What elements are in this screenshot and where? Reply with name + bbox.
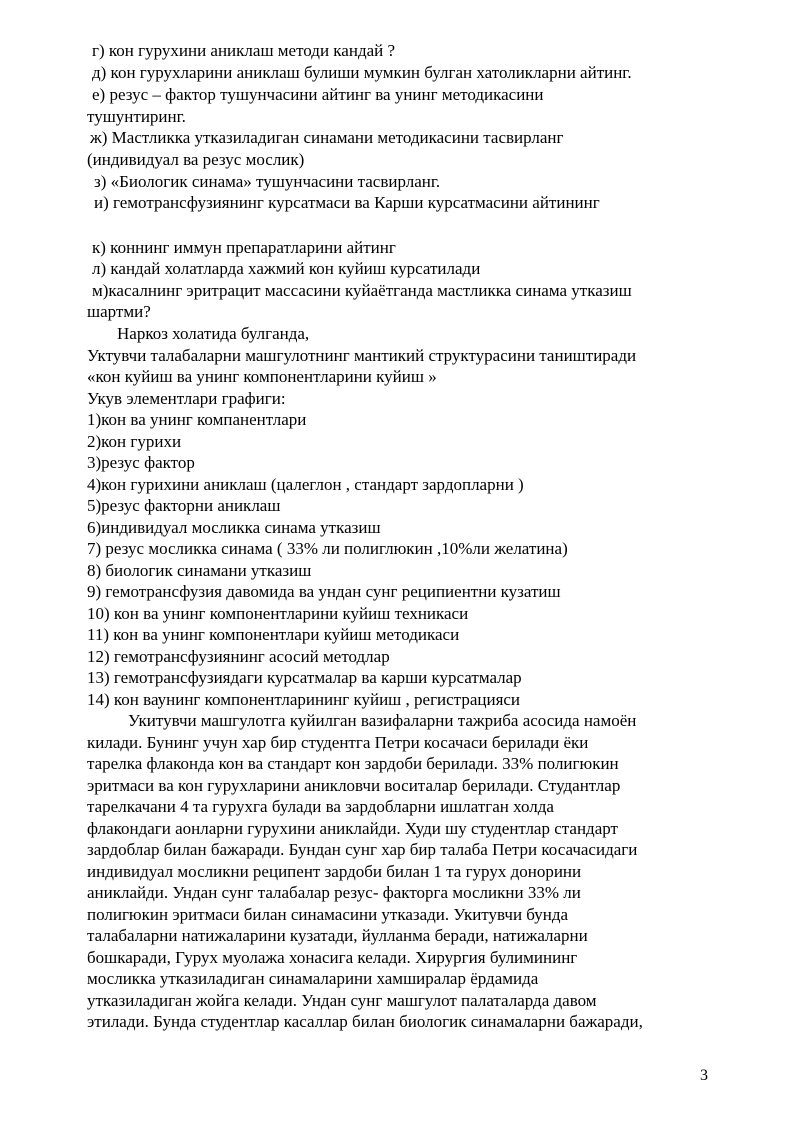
paragraph-line: полигюкин эритмаси билан синамасини утказади. Укитувчи бунда	[87, 905, 569, 924]
list-item: 3)резус фактор	[87, 453, 195, 472]
paragraph-line: талабаларни натижаларини кузатади, йулланма беради, натижаларни	[87, 926, 588, 945]
lesson-topic: «кон куйиш ва унинг компонентларини куйиш »	[87, 367, 437, 386]
list-item: 13) гемотрансфузиядаги курсатмалар ва карши курсатмалар	[87, 668, 522, 687]
question-m: м)касалнинг эритрацит массасини куйаётганда мастликка синама утказиш	[92, 281, 632, 300]
paragraph-line: мосликка утказиладиган синамаларини хамширалар ёрдамида	[87, 969, 539, 988]
intro-line: Уктувчи талабаларни машгулотнинг мантикий структурасини таништиради	[87, 346, 637, 365]
page-number: 3	[700, 1067, 708, 1084]
paragraph-line: индивидуал мосликни реципент зардоби билан 1 та гурух донорини	[87, 862, 582, 881]
elements-heading: Укув элементлари графиги:	[87, 389, 286, 408]
paragraph-line: килади. Бунинг учун хар бир студентга Петри косачаси берилади ёки	[87, 733, 589, 752]
paragraph-line: утказиладиган жойга келади. Ундан сунг машгулот палаталарда давом	[87, 991, 597, 1010]
question-e: е) резус – фактор тушунчасини айтинг ва унинг методикасини	[92, 85, 544, 104]
question-zh: ж) Мастликка утказиладиган синамани методикасини тасвирланг	[90, 128, 564, 147]
question-m-continued: шартми?	[87, 302, 151, 321]
list-item: 5)резус факторни аниклаш	[87, 496, 281, 515]
list-item: 7) резус мосликка синама ( 33% ли полиглюкин ,10%ли желатина)	[87, 539, 568, 558]
list-item: 10) кон ва унинг компонентларини куйиш техникаси	[87, 604, 469, 623]
question-z: з) «Биологик синама» тушунчасини тасвирланг.	[94, 172, 441, 191]
list-item: 6)индивидуал мосликка синама утказиш	[87, 518, 381, 537]
intro-line: Наркоз холатида булганда,	[117, 324, 310, 343]
list-item: 4)кон гурихини аниклаш (цалеглон , стандарт зардопларни )	[87, 475, 524, 494]
paragraph-line: флакондаги аонларни гурухини аниклайди. Худи шу студентлар стандарт	[87, 819, 618, 838]
paragraph-line: бошкаради, Гурух муолажа хонасига келади. Хирургия булимининг	[87, 948, 578, 967]
list-item: 14) кон ваунинг компонентларининг куйиш , регистрацияси	[87, 690, 521, 709]
question-k: к) коннинг иммун препаратларини айтинг	[92, 238, 396, 257]
list-item: 2)кон гурихи	[87, 432, 182, 451]
question-g: г) кон гурухини аниклаш методи кандай ?	[92, 41, 396, 60]
paragraph-line: этилади. Бунда студентлар касаллар билан биологик синамаларни бажаради,	[87, 1012, 643, 1031]
list-item: 1)кон ва унинг компанентлари	[87, 410, 307, 429]
list-item: 8) биологик синамани утказиш	[87, 561, 312, 580]
list-item: 9) гемотрансфузия давомида ва ундан сунг реципиентни кузатиш	[87, 582, 561, 601]
question-zh-continued: (индивидуал ва резус мослик)	[87, 150, 305, 169]
question-e-continued: тушунтиринг.	[87, 107, 186, 126]
paragraph-line: Укитувчи машгулотга куйилган вазифаларни тажриба асосида намоён	[128, 711, 637, 730]
paragraph-line: тарелкачани 4 та гурухга булади ва зардобларни ишлатган холда	[87, 797, 554, 816]
list-item: 11) кон ва унинг компонентлари куйиш методикаси	[87, 625, 460, 644]
question-d: д) кон гурухларини аниклаш булиши мумкин булган хатоликларни айтинг.	[92, 63, 632, 82]
question-i: и) гемотрансфузиянинг курсатмаси ва Карши курсатмасини айтининг	[94, 193, 600, 212]
list-item: 12) гемотрансфузиянинг асосий методлар	[87, 647, 390, 666]
paragraph-line: тарелка флаконда кон ва стандарт кон зардоби берилади. 33% полигюкин	[87, 754, 619, 773]
question-l: л) кандай холатларда хажмий кон куйиш курсатилади	[92, 259, 481, 278]
paragraph-line: зардоблар билан бажаради. Бундан сунг хар бир талаба Петри косачасидаги	[87, 840, 638, 859]
paragraph-line: эритмаси ва кон гурухларини аникловчи воситалар берилади. Студантлар	[87, 776, 621, 795]
paragraph-line: аниклайди. Ундан сунг талабалар резус- факторга мосликни 33% ли	[87, 883, 581, 902]
